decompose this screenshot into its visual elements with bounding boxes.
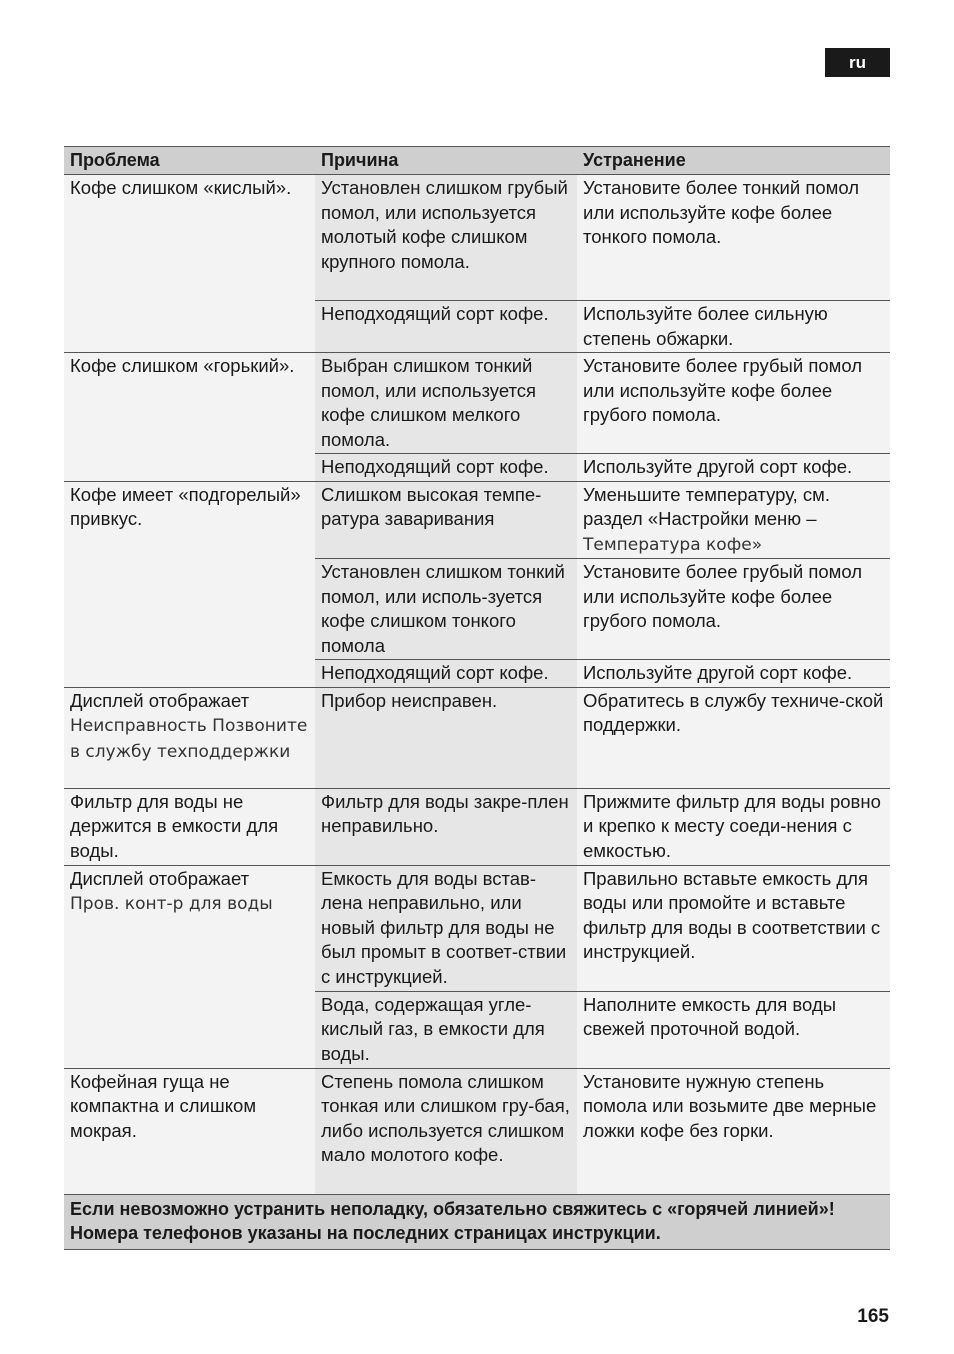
table-row [64, 481, 890, 559]
table-row [64, 1068, 890, 1194]
problem-text: Дисплей отображает [70, 867, 250, 889]
problem-cell [64, 865, 315, 1068]
remedy-cell: Обратитесь в службу техниче-ской поддержки. [577, 687, 890, 788]
table-row [64, 788, 890, 865]
table-header-row [64, 147, 890, 175]
remedy-cell: Используйте другой сорт кофе. [577, 454, 890, 482]
problem-cell: Кофе имеет «подгорелый» привкус. [64, 481, 315, 687]
table-row [64, 353, 890, 454]
display-message-text: Неисправность Позвоните в службу техподдержки [70, 716, 308, 762]
troubleshooting-table [64, 146, 890, 1250]
remedy-cell: Установите более грубый помол или используйте кофе более грубого помола. [577, 353, 890, 454]
cause-cell: Емкость для воды встав-лена неправильно, или новый фильтр для воды не был промыт в соответ-ствии с инструкцией. [315, 865, 577, 991]
remedy-cell: Используйте более сильную степень обжарки. [577, 301, 890, 353]
problem-cell: Фильтр для воды не держится в емкости для воды. [64, 788, 315, 865]
problem-cell [64, 687, 315, 788]
problem-cell: Кофе слишком «горький». [64, 353, 315, 482]
display-message-text: Пров. конт-р для воды [70, 894, 273, 914]
footer-row [64, 1194, 890, 1249]
remedy-cell: Установите более тонкий помол или используйте кофе более тонкого помола. [577, 175, 890, 301]
header-remedy: Устранение [577, 147, 890, 175]
cause-cell: Выбран слишком тонкий помол, или используется кофе слишком мелкого помола. [315, 353, 577, 454]
cause-cell: Неподходящий сорт кофе. [315, 301, 577, 353]
cause-cell: Фильтр для воды закре-плен неправильно. [315, 788, 577, 865]
remedy-text: Уменьшите температуру, см. раздел «Настройки меню – [583, 483, 830, 529]
cause-cell: Неподходящий сорт кофе. [315, 454, 577, 482]
table-row [64, 865, 890, 991]
cause-cell: Вода, содержащая угле-кислый газ, в емкости для воды. [315, 991, 577, 1068]
cause-cell: Установлен слишком тонкий помол, или исполь-зуется кофе слишком тонкого помола [315, 559, 577, 660]
header-problem: Проблема [64, 147, 315, 175]
cause-cell: Прибор неисправен. [315, 687, 577, 788]
remedy-cell: Правильно вставьте емкость для воды или промойте и вставьте фильтр для воды в соответствии с инструкцией. [577, 865, 890, 991]
remedy-cell [577, 481, 890, 559]
cause-cell: Установлен слишком грубый помол, или используется молотый кофе слишком крупного помола. [315, 175, 577, 301]
display-message-text: Температура кофе» [583, 534, 763, 555]
remedy-cell: Прижмите фильтр для воды ровно и крепко к месту соеди-нения с емкостью. [577, 788, 890, 865]
problem-cell: Кофейная гуща не компактна и слишком мокрая. [64, 1068, 315, 1194]
remedy-cell: Установите более грубый помол или используйте кофе более грубого помола. [577, 559, 890, 660]
problem-text: Дисплей отображает [70, 689, 250, 711]
page-number: 165 [857, 1306, 889, 1327]
table-row [64, 175, 890, 301]
cause-cell: Степень помола слишком тонкая или слишком гру-бая, либо используется слишком мало молотого кофе. [315, 1068, 577, 1194]
hotline-note: Если невозможно устранить неполадку, обязательно свяжитесь с «горячей линией»! Номера телефонов указаны на последних страницах инструкции. [64, 1194, 890, 1249]
cause-cell: Неподходящий сорт кофе. [315, 660, 577, 688]
cause-cell: Слишком высокая темпе-ратура заваривания [315, 481, 577, 559]
table-row [64, 687, 890, 788]
remedy-cell: Установите нужную степень помола или возьмите две мерные ложки кофе без горки. [577, 1068, 890, 1194]
language-badge: ru [825, 48, 890, 77]
remedy-cell: Наполните емкость для воды свежей проточной водой. [577, 991, 890, 1068]
header-cause: Причина [315, 147, 577, 175]
problem-cell: Кофе слишком «кислый». [64, 175, 315, 353]
remedy-cell: Используйте другой сорт кофе. [577, 660, 890, 688]
